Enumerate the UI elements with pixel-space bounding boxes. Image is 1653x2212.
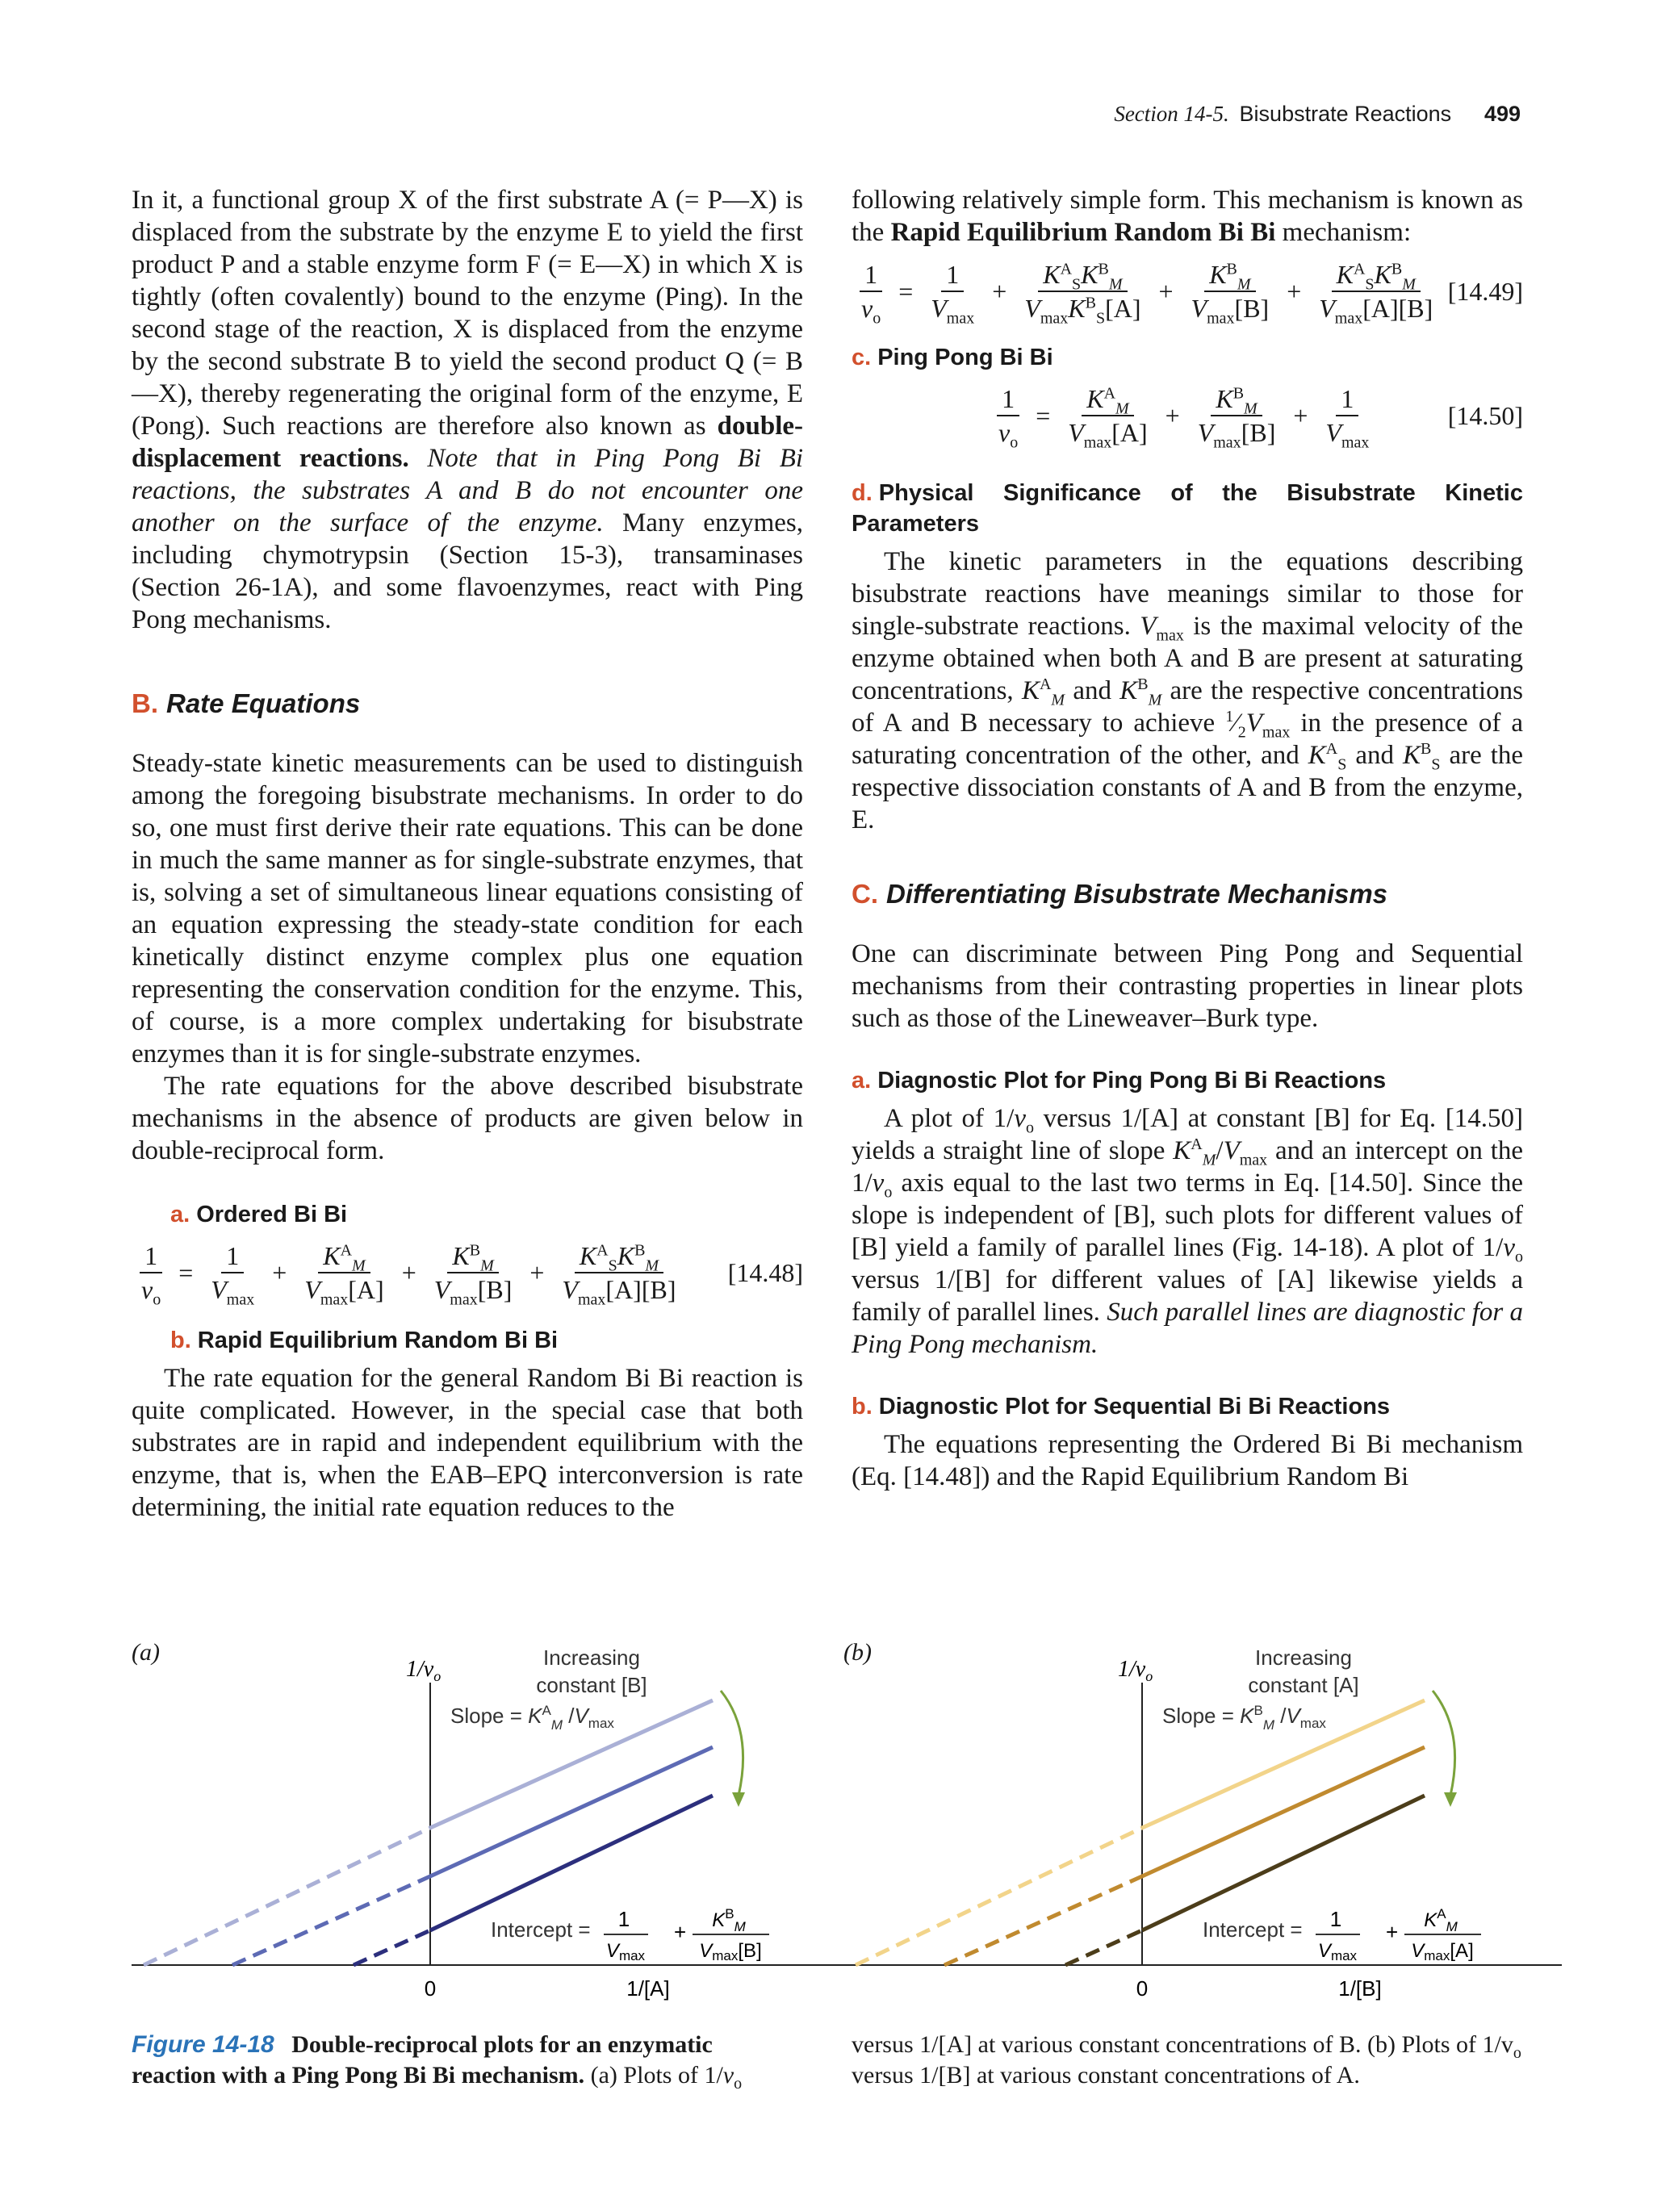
intercept-frac1-den: Vmax bbox=[605, 1940, 646, 1963]
line-mid-b bbox=[430, 1747, 713, 1876]
equation-tag: [14.49] bbox=[1447, 277, 1523, 306]
section-c-heading: C. Differentiating Bisubstrate Mechanisms bbox=[852, 879, 1388, 909]
slope-label: Slope = $K^A_M$ $/V_{max}$ bbox=[450, 1703, 614, 1733]
page-number: 499 bbox=[1484, 102, 1521, 126]
equation-14-48: $\frac{1}{v_o}$ = $\frac{1}{V_{max}}$ + $\frac{K^A_M}{V_{max}[A]}$ + $\frac{K^B_M}{V_{max}[B]}$ + $\frac{K^A_SK^B_M}{V_{max}[A][B]}$ [14.48] bbox=[141, 1241, 803, 1309]
y-axis-label: $1/v_o$ bbox=[406, 1657, 441, 1684]
equation-14-50: $\frac{1}{v_o}$ = $\frac{K^A_M}{V_{max}[A]}$ + $\frac{K^B_M}{V_{max}[B]}$ + $\frac{1}{V_{max}}$ [14.50] bbox=[998, 384, 1523, 452]
intercept-frac1-num: 1 bbox=[1329, 1907, 1342, 1931]
plus-sign: + bbox=[674, 1920, 687, 1944]
random-equilibrium-paragraph: following relatively simple form. This mechanism is known as the Rapid Equilibrium Random Bi Bi mechanism: bbox=[852, 186, 1523, 247]
line-mid-a bbox=[1142, 1747, 1425, 1876]
intercept-frac2-num: $K^A_M$ bbox=[1424, 1906, 1458, 1934]
line-high-b bbox=[430, 1796, 713, 1930]
right-column bbox=[852, 184, 1523, 1493]
section-b-paragraph-2: The rate equations for the above described bisubstrate mechanisms in the absence of products are given below in double-reciprocal form. bbox=[132, 1072, 803, 1165]
equation-tag: [14.48] bbox=[727, 1258, 803, 1287]
equation-14-49: $\frac{1}{v_o}$ = $\frac{1}{V_{max}}$ + $\frac{K^A_SK^B_M}{V_{max}K^B_S[A]}$ + $\frac{K^B_M}{V_{max}[B]}$ + $\frac{K^A_SK^B_M}{V_{max}[A][B]}$ [14.49] bbox=[861, 260, 1523, 328]
figure-a bbox=[132, 1634, 850, 2001]
x-axis-label: 1/[B] bbox=[1338, 1976, 1382, 2001]
intercept-frac1-den: Vmax bbox=[1317, 1940, 1358, 1963]
origin-label: 0 bbox=[424, 1976, 437, 2001]
header-section: Section 14-5. bbox=[1114, 102, 1229, 126]
section-c-paragraph: One can discriminate between Ping Pong and Sequential mechanisms from their contrasting properties in linear plots such as those of the Lineweaver–Burk type. bbox=[852, 939, 1523, 1033]
figure-b bbox=[843, 1634, 1562, 2001]
y-axis-label: $1/v_o$ bbox=[1118, 1657, 1153, 1684]
constant-text: constant [A] bbox=[1248, 1673, 1359, 1697]
intercept-frac2-den: Vmax[A] bbox=[1411, 1940, 1474, 1963]
line-mid-a-dashed bbox=[944, 1876, 1142, 1965]
ping-pong-plot-paragraph: A plot of $1/v_o$ versus 1/[A] at constant [B] for Eq. [14.50] yields a straight line of slope $K^A_M/V_{max}$ and an intercept on the $1/v_o$ axis equal to the last two terms in Eq. [14.50]. Since the slope is independent of [B], such plots for different values of [B] yield a family of parallel lines (Fig. 14-18). A plot of $1/v_o$ versus 1/[B] for different values of [A] likewise yields a family of parallel lines. Such parallel lines are diagnostic for a Ping Pong mechanism. bbox=[852, 1104, 1524, 1359]
random-bi-bi-paragraph: The rate equation for the general Random Bi Bi reaction is quite complicated. However, in the special case that both substrates are in rapid and independent equilibrium with the enzyme, that is, when the EAB–EPQ interconversion is rate determining, the initial rate equation reduces to the bbox=[132, 1364, 803, 1522]
slope-label: Slope = $K^B_M$ $/V_{max}$ bbox=[1162, 1703, 1326, 1733]
figure-b-plot bbox=[843, 1634, 1562, 2001]
increasing-text: Increasing bbox=[543, 1645, 640, 1670]
intercept-frac1-num: 1 bbox=[617, 1907, 630, 1931]
intercept-frac2-num: $K^B_M$ bbox=[712, 1906, 746, 1934]
arrow-head bbox=[732, 1792, 745, 1807]
figure-caption-left: Figure 14-18 Double-reciprocal plots for an enzymatic reaction with a Ping Pong Bi Bi mechanism. (a) Plots of $1/v_o$ bbox=[132, 2031, 743, 2093]
increasing-arrow bbox=[1433, 1691, 1455, 1796]
line-high-a bbox=[1142, 1796, 1425, 1930]
subsection-random-bi-bi: b. Rapid Equilibrium Random Bi Bi bbox=[170, 1328, 559, 1353]
running-header bbox=[1114, 102, 1521, 127]
section-b-paragraph-1: Steady-state kinetic measurements can be used to distinguish among the foregoing bisubstrate mechanisms. In order to do so, one must first derive their rate equations. This can be done in much the same manner as for single-substrate enzymes, that is, solving a set of simultaneous linear equations consisting of an equation expressing the steady-state condition for each kinetically distinct enzyme complex plus one equation representing the conservation condition for the enzyme. This, of course, is a more complex undertaking for bisubstrate enzymes than it is for single-substrate enzymes. bbox=[132, 749, 803, 1068]
physical-significance-paragraph: The kinetic parameters in the equations describing bisubstrate reactions have meanings similar to those for single-substrate reactions. $V_{max}$ is the maximal velocity of the enzyme obtained when both A and B are present at saturating concentrations, $K^A_M$ and $K^B_M$ are the respective concentrations of A and B necessary to achieve $^1⁄_2V_{max}$ in the presence of a saturating concentration of the other, and $K^A_S$ and $K^B_S$ are the respective dissociation constants of A and B from the enzyme, E. bbox=[852, 547, 1524, 834]
figure-caption-right: versus 1/[A] at various constant concentrations of B. (b) Plots of $1/v_o$ versus 1/[B] at various constant concentrations of A. bbox=[852, 2031, 1521, 2089]
constant-text: constant [B] bbox=[536, 1673, 647, 1697]
origin-label: 0 bbox=[1136, 1976, 1149, 2001]
subsection-sequential-plot: b. Diagnostic Plot for Sequential Bi Bi Reactions bbox=[852, 1394, 1391, 1420]
line-high-a-dashed bbox=[1065, 1930, 1142, 1965]
left-column bbox=[132, 184, 803, 1524]
subsection-ping-pong: c. Ping Pong Bi Bi bbox=[852, 345, 1053, 370]
figure-number: Figure 14-18 bbox=[132, 2031, 274, 2058]
header-title: Bisubstrate Reactions bbox=[1239, 102, 1452, 126]
subsection-ordered-bi-bi: a. Ordered Bi Bi bbox=[170, 1202, 348, 1227]
equation-tag: [14.50] bbox=[1447, 401, 1523, 430]
figure-a-label: (a) bbox=[132, 1639, 160, 1666]
intercept-frac2-den: Vmax[B] bbox=[699, 1940, 762, 1963]
intro-paragraph: In it, a functional group X of the first substrate A (= P—X) is displaced from the substrate by the enzyme E to yield the first product P and a stable enzyme form F (= E—X) in which X is tightly (often covalently) bound to the enzyme (Ping). In the second stage of the reaction, X is displaced from the enzyme by the second substrate B to yield the second product Q (= B—X), thereby regenerating the original form of the enzyme, E (Pong). Such reactions are therefore also known as double-displacement reactions. Note that in Ping Pong Bi Bi reactions, the substrates A and B do not encounter one another on the surface of the enzyme. Many enzymes, including chymotrypsin (Section 15-3), transaminases (Section 26-1A), and some flavoenzymes, react with Ping Pong mechanisms. bbox=[132, 186, 804, 634]
figure-a-plot bbox=[132, 1634, 850, 2001]
intercept-label: Intercept = bbox=[1203, 1917, 1303, 1942]
intercept-label: Intercept = bbox=[491, 1917, 591, 1942]
plus-sign: + bbox=[1386, 1920, 1399, 1944]
sequential-plot-paragraph: The equations representing the Ordered Bi Bi mechanism (Eq. [14.48]) and the Rapid Equilibrium Random Bi bbox=[852, 1430, 1523, 1491]
subsection-ping-pong-plot: a. Diagnostic Plot for Ping Pong Bi Bi Reactions bbox=[852, 1068, 1387, 1093]
arrow-head bbox=[1444, 1792, 1457, 1807]
increasing-arrow bbox=[721, 1691, 743, 1796]
line-high-b-dashed bbox=[354, 1930, 430, 1965]
section-b-heading: B. Rate Equations bbox=[132, 688, 361, 718]
figure-b-label: (b) bbox=[843, 1639, 872, 1666]
increasing-text: Increasing bbox=[1255, 1645, 1352, 1670]
x-axis-label: 1/[A] bbox=[626, 1976, 670, 2001]
line-mid-b-dashed bbox=[232, 1876, 430, 1965]
subsection-physical-significance: d. Physical Significance of the Bisubstrate Kinetic Parameters bbox=[852, 480, 1523, 537]
